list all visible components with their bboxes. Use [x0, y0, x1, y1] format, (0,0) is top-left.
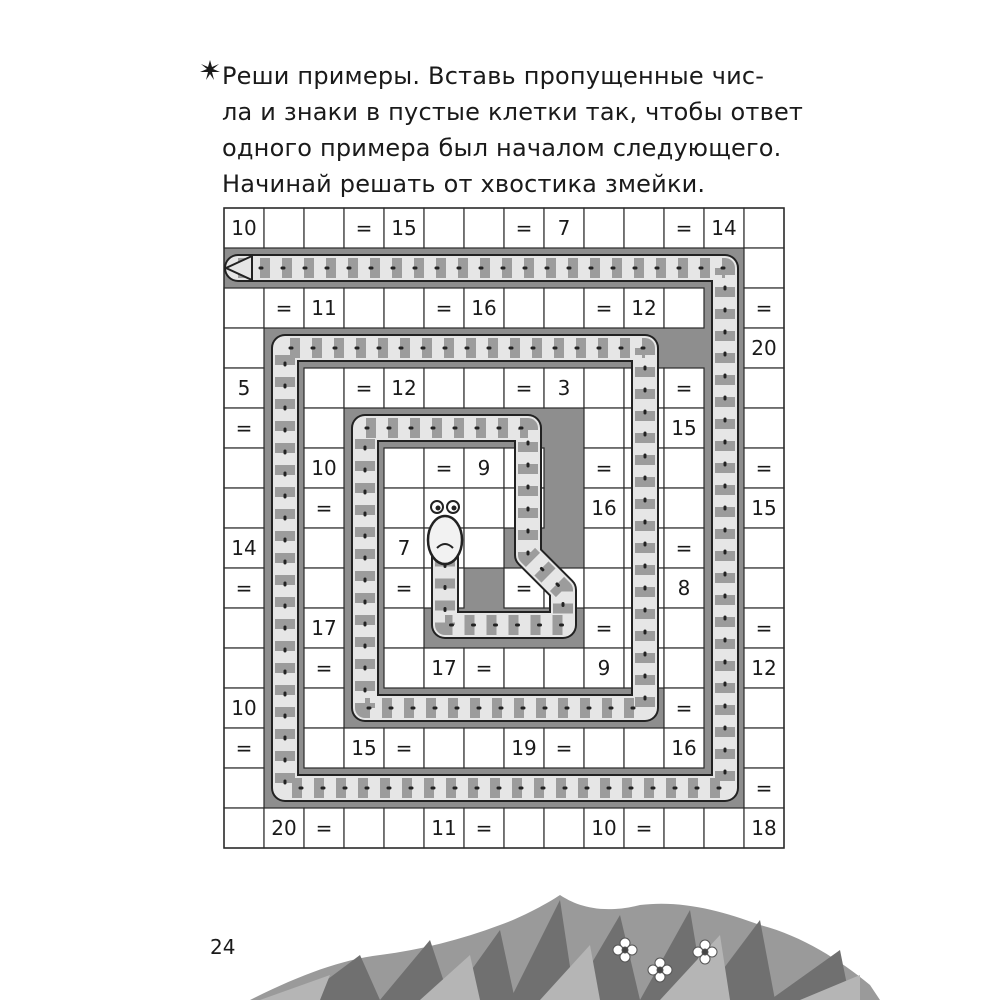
instruction-line-4: Начинай решать от хвостика змейки. [222, 170, 706, 198]
cell-number: 9 [597, 656, 611, 680]
equals-sign: = [315, 816, 333, 840]
equals-sign: = [595, 616, 613, 640]
cell-number: 14 [231, 536, 257, 560]
cell-number: 8 [677, 576, 691, 600]
cell-number: 19 [511, 736, 537, 760]
equals-sign: = [595, 296, 613, 320]
equals-sign: = [675, 376, 693, 400]
cell-number: 6 [557, 576, 571, 600]
cell-number: 14 [711, 216, 737, 240]
equals-sign: = [395, 576, 413, 600]
equals-sign: = [435, 296, 453, 320]
equals-sign: = [515, 576, 533, 600]
cell-number: 11 [431, 816, 457, 840]
instruction-line-2: ла и знаки в пустые клетки так, чтобы ответ [222, 98, 804, 126]
cell-number: 10 [231, 696, 257, 720]
cell-number: 10 [591, 816, 617, 840]
equals-sign: = [315, 656, 333, 680]
cell-number: 11 [311, 296, 337, 320]
equals-sign: = [355, 216, 373, 240]
cell-number: 15 [671, 416, 697, 440]
equals-sign: = [675, 696, 693, 720]
page-number: 24 [210, 935, 236, 959]
equals-sign: = [435, 456, 453, 480]
cell-number: 17 [431, 656, 457, 680]
cell-number: 17 [311, 616, 337, 640]
equals-sign: = [235, 736, 253, 760]
cell-number: 10 [311, 456, 337, 480]
cell-number: 12 [391, 376, 417, 400]
equals-sign: = [755, 296, 773, 320]
cell-number: 15 [751, 496, 777, 520]
equals-sign: = [355, 376, 373, 400]
cell-number: 9 [477, 456, 491, 480]
equals-sign: = [755, 456, 773, 480]
equals-sign: = [755, 616, 773, 640]
cell-number: 15 [391, 216, 417, 240]
equals-sign: = [315, 496, 333, 520]
equals-sign: = [395, 736, 413, 760]
cell-number: 10 [231, 216, 257, 240]
instruction-line-3: одного примера был началом следующего. [222, 134, 782, 162]
cell-number: 16 [671, 736, 697, 760]
equals-sign: = [635, 816, 653, 840]
cell-number: 16 [591, 496, 617, 520]
equals-sign: = [515, 376, 533, 400]
equals-sign: = [515, 216, 533, 240]
cell-number: 5 [237, 376, 251, 400]
equals-sign: = [755, 776, 773, 800]
cell-number: 16 [471, 296, 497, 320]
instruction-line-1: Реши примеры. Вставь пропущенные чис- [222, 62, 765, 90]
equals-sign: = [275, 296, 293, 320]
cell-number: 12 [631, 296, 657, 320]
cell-number: 3 [557, 376, 571, 400]
equals-sign: = [475, 816, 493, 840]
cell-number: 18 [751, 816, 777, 840]
equals-sign: = [235, 576, 253, 600]
equals-sign: = [555, 736, 573, 760]
equals-sign: = [595, 456, 613, 480]
cell-number: 7 [557, 216, 571, 240]
equals-sign: = [235, 416, 253, 440]
cell-number: 20 [271, 816, 297, 840]
cell-number: 7 [397, 536, 411, 560]
equals-sign: = [475, 656, 493, 680]
equals-sign: = [675, 216, 693, 240]
cell-number: 15 [351, 736, 377, 760]
cell-number: 20 [751, 336, 777, 360]
cell-number: 12 [751, 656, 777, 680]
equals-sign: = [675, 536, 693, 560]
